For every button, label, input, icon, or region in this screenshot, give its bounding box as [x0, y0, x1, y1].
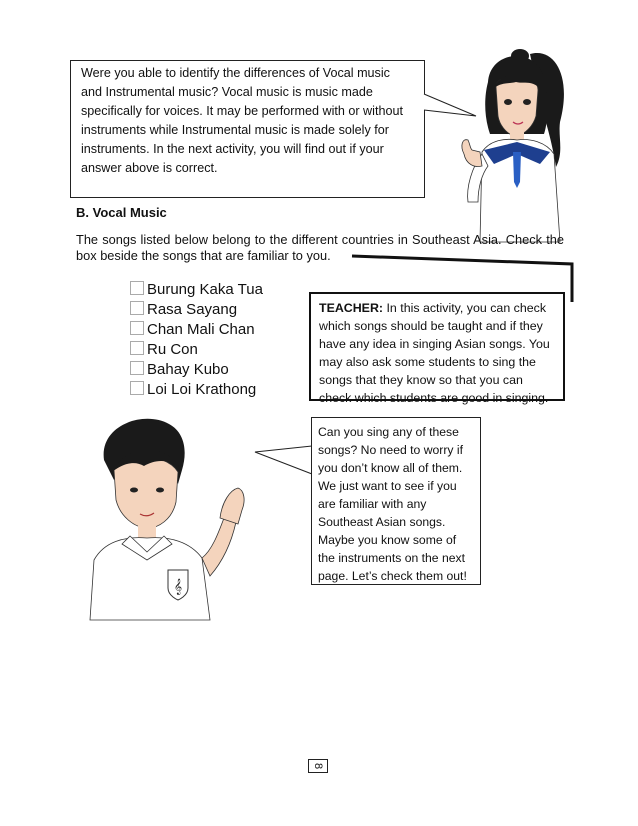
song-label: Ru Con — [147, 341, 198, 358]
song-item[interactable] — [130, 340, 198, 360]
teacher-note-text: In this activity, you can check which songs should be taught and if they have any idea in singing Asian songs. You may also ask some students to sing the songs that they know so that you can check which students are good in singing. — [319, 301, 550, 405]
song-label: Rasa Sayang — [147, 301, 238, 318]
teacher-note-label: TEACHER: — [319, 301, 384, 315]
song-item[interactable] — [130, 300, 237, 320]
song-checkbox[interactable] — [130, 361, 144, 375]
speech-bubble-bottom-text: Can you sing any of these songs? No need to worry if you don’t know all of them. We just want to see if you are familiar with any Southeast Asian songs. Maybe you know some of the instruments on the next page. Let’s check them out! — [318, 425, 467, 583]
page-number: 8 — [308, 759, 328, 773]
section-instruction: The songs listed below belong to the different countries in Southeast Asia. Check the box beside the songs that are familiar to you. — [76, 232, 564, 263]
song-checkbox[interactable] — [130, 321, 144, 335]
song-checkbox[interactable] — [130, 281, 144, 295]
boy-student-illustration — [84, 410, 254, 620]
song-checkbox[interactable] — [130, 381, 144, 395]
song-item[interactable] — [130, 320, 255, 340]
song-label: Bahay Kubo — [147, 361, 229, 378]
speech-bubble-top — [70, 60, 425, 198]
song-item[interactable] — [130, 380, 256, 400]
song-label: Loi Loi Krathong — [147, 381, 257, 398]
song-checkbox[interactable] — [130, 301, 144, 315]
speech-bubble-top-text: Were you able to identify the differences of Vocal music and Instrumental music? Vocal music is music made specifically for voices. It may be performed with or without instruments while Instrumental music is made solely for instruments. In the next activity, you will find out if your answer above is correct. — [81, 66, 403, 175]
svg-text:𝄞: 𝄞 — [173, 579, 183, 595]
song-checkbox[interactable] — [130, 341, 144, 355]
teacher-note — [309, 292, 565, 405]
speech-bubble-bottom-tail — [255, 444, 315, 484]
girl-student-illustration — [460, 42, 580, 242]
speech-bubble-bottom — [311, 417, 481, 585]
song-item[interactable] — [130, 360, 229, 380]
song-label: Burung Kaka Tua — [147, 281, 263, 298]
section-heading: B. Vocal Music — [76, 205, 167, 220]
song-item[interactable] — [130, 280, 263, 300]
song-label: Chan Mali Chan — [147, 321, 255, 338]
